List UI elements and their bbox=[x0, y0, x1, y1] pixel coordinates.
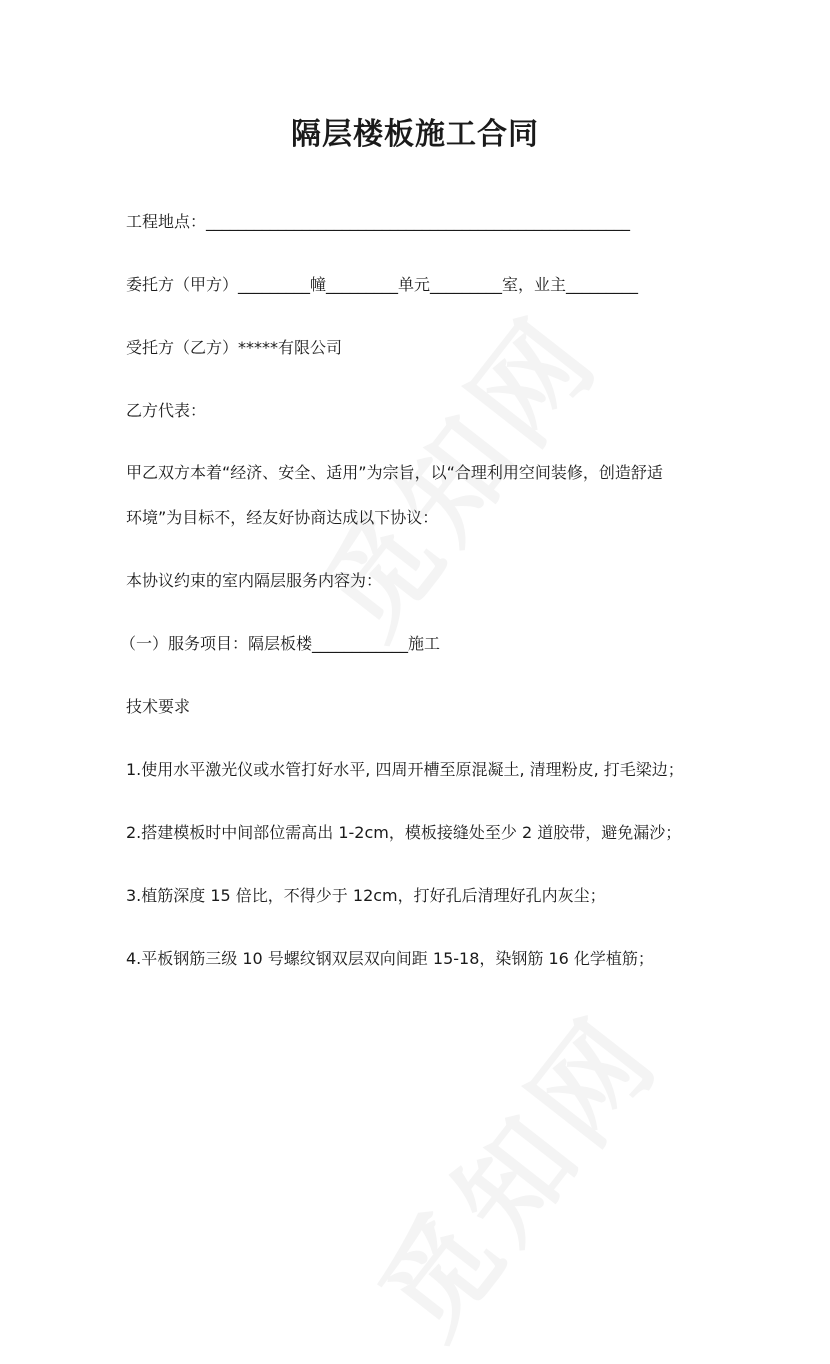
requirement-1: 1.使用水平激光仪或水管打好水平, 四周开槽至原混凝土, 清理粉皮, 打毛梁边； bbox=[126, 760, 684, 779]
party-b-representative-line: 乙方代表： bbox=[126, 401, 207, 420]
party-b-line: 受托方（乙方）*****有限公司 bbox=[126, 338, 343, 357]
watermark-text bbox=[337, 977, 689, 1364]
intro-line-1: 甲乙双方本着“经济、安全、适用”为宗旨，以“合理利用空间装修，创造舒适 bbox=[126, 463, 663, 482]
document-title: 隔层楼板施工合同 bbox=[291, 117, 539, 152]
technical-requirements-heading: 技术要求 bbox=[126, 697, 191, 716]
scope-line: 本协议约束的室内隔层服务内容为： bbox=[126, 571, 383, 590]
intro-line-2: 环境”为目标不，经友好协商达成以下协议： bbox=[126, 508, 439, 527]
requirement-4: 4.平板钢筋三级 10 号螺纹钢双层双向间距 15-18，染钢筋 16 化学植筋； bbox=[126, 949, 654, 968]
requirement-3: 3.植筋深度 15 倍比，不得少于 12cm，打好孔后清理好孔内灰尘； bbox=[126, 886, 606, 905]
service-item-line: （一）服务项目：隔层板楼____________施工 bbox=[120, 634, 441, 653]
party-a-line: 委托方（甲方）_________幢_________单元_________室，业主_________ bbox=[126, 275, 639, 294]
requirement-2: 2.搭建模板时中间部位需高出 1-2cm，模板接缝处至少 2 道胶带，避免漏沙； bbox=[126, 823, 682, 842]
intro-paragraph bbox=[126, 461, 716, 530]
project-location-line: 工程地点：_____________________________________________________ bbox=[126, 212, 631, 231]
